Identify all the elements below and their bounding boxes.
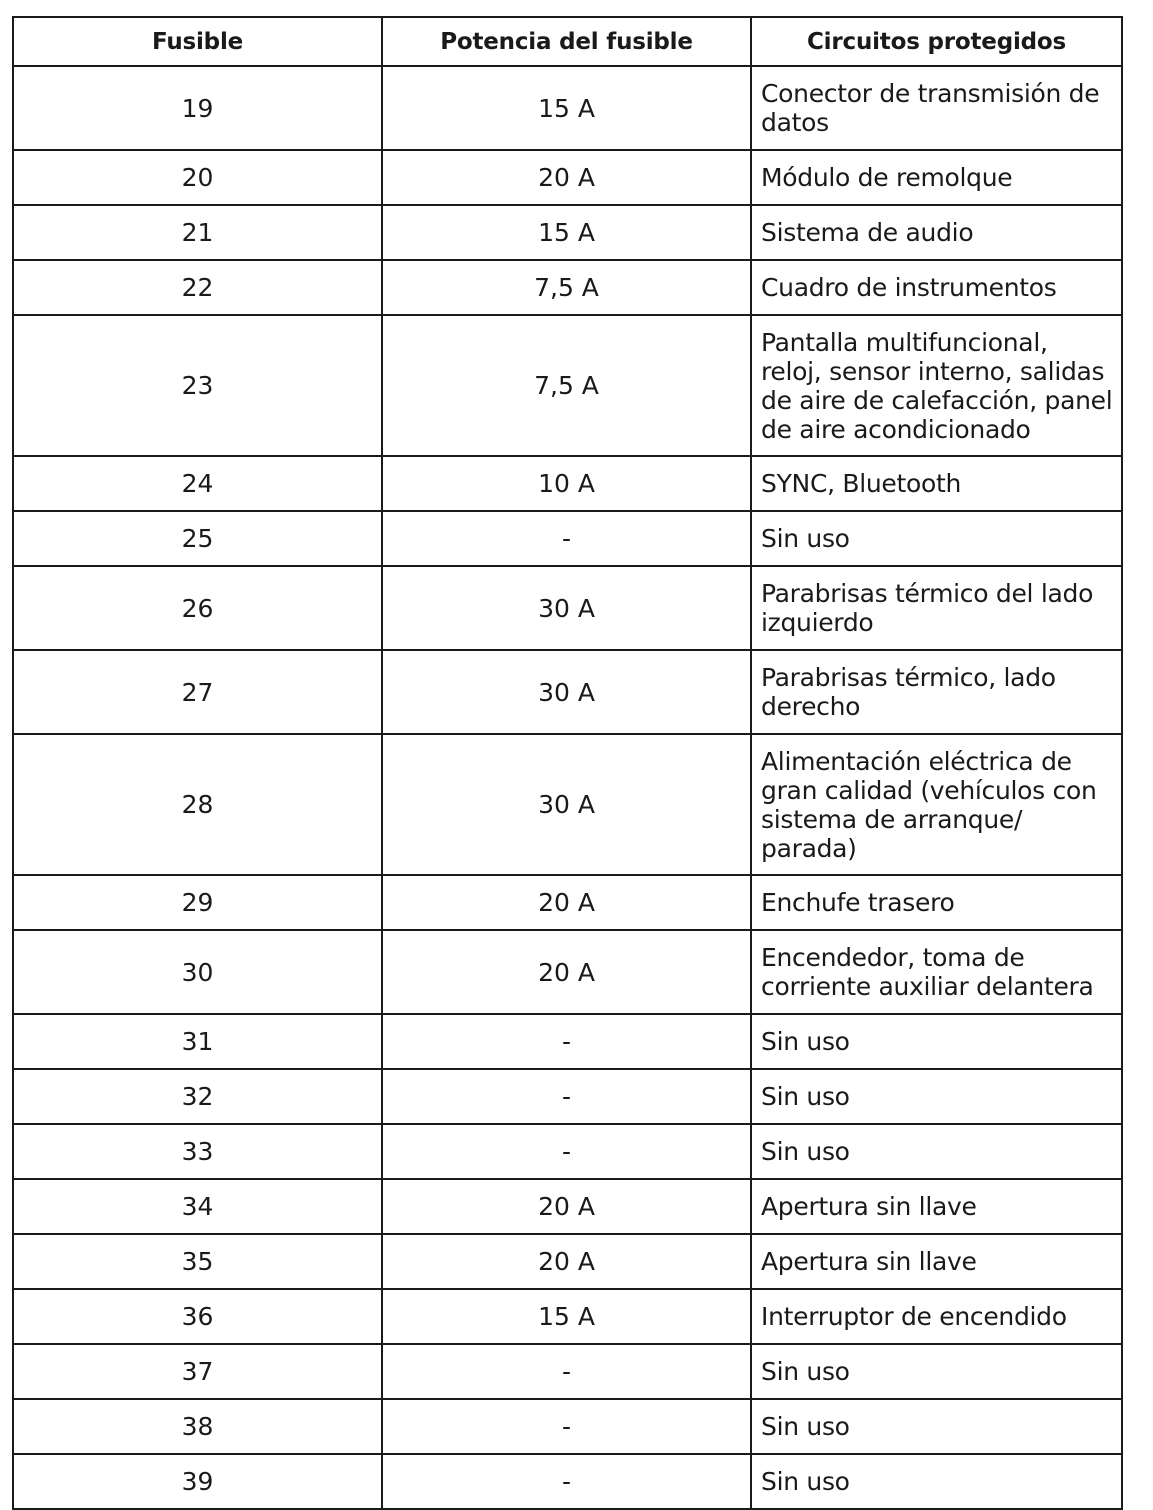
fuse-rating: 20 A	[382, 875, 751, 930]
fuse-rating: 20 A	[382, 1234, 751, 1289]
table-row	[13, 566, 1122, 650]
fuse-number: 22	[13, 260, 382, 315]
fuse-number: 36	[13, 1289, 382, 1344]
fuse-rating: 30 A	[382, 566, 751, 650]
fuse-rating: -	[382, 1399, 751, 1454]
fuse-number: 23	[13, 315, 382, 456]
table-row	[13, 930, 1122, 1014]
fuse-number: 27	[13, 650, 382, 734]
table-row	[13, 1069, 1122, 1124]
table-row	[13, 511, 1122, 566]
protected-circuits: Sin uso	[751, 1124, 1122, 1179]
table-row	[13, 315, 1122, 456]
fuse-number: 24	[13, 456, 382, 511]
protected-circuits: Parabrisas térmico, lado derecho	[751, 650, 1122, 734]
fuse-number: 34	[13, 1179, 382, 1234]
table-row	[13, 1454, 1122, 1509]
protected-circuits: Cuadro de instrumentos	[751, 260, 1122, 315]
fuse-number: 38	[13, 1399, 382, 1454]
header-fuse: Fusible	[13, 17, 382, 66]
fuse-number: 33	[13, 1124, 382, 1179]
table-row	[13, 205, 1122, 260]
table-row	[13, 1344, 1122, 1399]
fuse-rating: 15 A	[382, 1289, 751, 1344]
fuse-rating: 10 A	[382, 456, 751, 511]
table-row	[13, 66, 1122, 150]
fuse-rating: 20 A	[382, 1179, 751, 1234]
table-row	[13, 1234, 1122, 1289]
protected-circuits: Conector de transmisión de datos	[751, 66, 1122, 150]
fuse-table	[12, 16, 1123, 1510]
table-row	[13, 734, 1122, 875]
fuse-number: 35	[13, 1234, 382, 1289]
fuse-rating: 15 A	[382, 66, 751, 150]
table-row	[13, 260, 1122, 315]
protected-circuits: Pantalla multifuncional, reloj, sensor interno, salidas de aire de calefacción, panel de aire acondicionado	[751, 315, 1122, 456]
protected-circuits: Sin uso	[751, 1454, 1122, 1509]
protected-circuits: Apertura sin llave	[751, 1179, 1122, 1234]
fuse-rating: -	[382, 1014, 751, 1069]
header-row	[13, 17, 1122, 66]
fuse-rating: -	[382, 1454, 751, 1509]
protected-circuits: Enchufe trasero	[751, 875, 1122, 930]
fuse-number: 29	[13, 875, 382, 930]
table-row	[13, 1289, 1122, 1344]
fuse-rating: -	[382, 1069, 751, 1124]
fuse-rating: 15 A	[382, 205, 751, 260]
protected-circuits: Módulo de remolque	[751, 150, 1122, 205]
table-row	[13, 1399, 1122, 1454]
fuse-number: 26	[13, 566, 382, 650]
fuse-rating: 7,5 A	[382, 315, 751, 456]
header-rating: Potencia del fusible	[382, 17, 751, 66]
fuse-number: 21	[13, 205, 382, 260]
protected-circuits: Sin uso	[751, 1399, 1122, 1454]
protected-circuits: Parabrisas térmico del lado izquierdo	[751, 566, 1122, 650]
fuse-rating: -	[382, 511, 751, 566]
fuse-number: 20	[13, 150, 382, 205]
fuse-number: 31	[13, 1014, 382, 1069]
fuse-rating: 7,5 A	[382, 260, 751, 315]
fuse-rating: 20 A	[382, 150, 751, 205]
fuse-number: 19	[13, 66, 382, 150]
fuse-number: 39	[13, 1454, 382, 1509]
fuse-rating: 30 A	[382, 734, 751, 875]
fuse-number: 28	[13, 734, 382, 875]
protected-circuits: SYNC, Bluetooth	[751, 456, 1122, 511]
fuse-rating: 20 A	[382, 930, 751, 1014]
header-circuits: Circuitos protegidos	[751, 17, 1122, 66]
protected-circuits: Sin uso	[751, 511, 1122, 566]
table-row	[13, 875, 1122, 930]
protected-circuits: Sin uso	[751, 1014, 1122, 1069]
table-row	[13, 650, 1122, 734]
fuse-rating: 30 A	[382, 650, 751, 734]
table-row	[13, 456, 1122, 511]
protected-circuits: Apertura sin llave	[751, 1234, 1122, 1289]
table-row	[13, 1179, 1122, 1234]
fuse-number: 32	[13, 1069, 382, 1124]
fuse-number: 37	[13, 1344, 382, 1399]
table-row	[13, 150, 1122, 205]
table-row	[13, 1014, 1122, 1069]
protected-circuits: Sistema de audio	[751, 205, 1122, 260]
protected-circuits: Alimentación eléctrica de gran calidad (vehículos con sistema de arranque/ parada)	[751, 734, 1122, 875]
protected-circuits: Encendedor, toma de corriente auxiliar delantera	[751, 930, 1122, 1014]
protected-circuits: Sin uso	[751, 1069, 1122, 1124]
protected-circuits: Interruptor de encendido	[751, 1289, 1122, 1344]
fuse-rating: -	[382, 1344, 751, 1399]
fuse-number: 30	[13, 930, 382, 1014]
protected-circuits: Sin uso	[751, 1344, 1122, 1399]
fuse-rating: -	[382, 1124, 751, 1179]
fuse-number: 25	[13, 511, 382, 566]
table-row	[13, 1124, 1122, 1179]
